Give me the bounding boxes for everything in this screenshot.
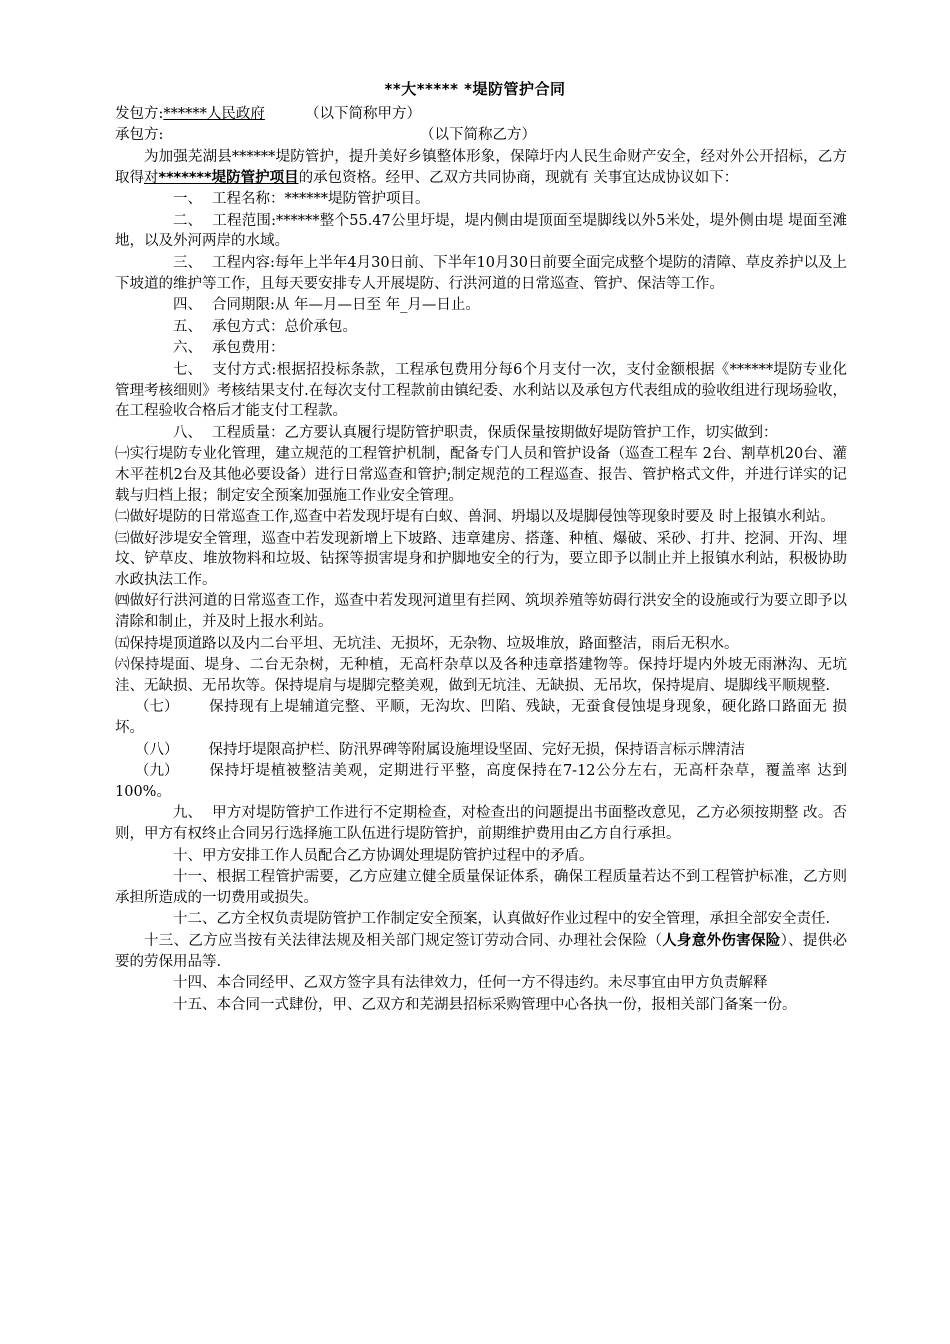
contract-body: [115, 147, 847, 1016]
contractor-line: [115, 125, 536, 145]
clause-b-number: 十二、: [173, 911, 217, 928]
employer-note: （以下简称甲方）: [305, 106, 421, 122]
clause-b-1: [115, 846, 847, 867]
quality-item-2: ㈢做好涉堤安全管理，巡查中若发现新增上下坡路、违章建房、搭蓬、种植、爆破、采砂、打井、挖洞、开沟、埋坟、铲草皮、堆放物料和垃圾、钻探等损害堤身和护脚地安全的行为，要立即予以制止并上报镇水利站，积极协助水政执法工作。: [115, 530, 847, 588]
clause-3: [115, 295, 847, 316]
insurance-bold: 人身意外伤害保险: [662, 932, 781, 949]
clause-text: 合同期限:从 年—月—日至 年_月—日止。: [212, 297, 480, 314]
quality-item-b-text: 保持圩堤限高护栏、防汛界碑等附属设施埋设坚固、完好无损，保持语言标示牌清洁: [208, 741, 745, 758]
clause-7: [115, 423, 847, 444]
clause-text: 承包费用：: [212, 340, 285, 357]
quality-item-b-text: 保持现有上堤辅道完整、平顺，无沟坎、凹陷、残缺，无蚕食侵蚀堤身现象，硬化路口路面无 损坏。: [115, 699, 847, 737]
employer-name: ******人民政府: [163, 106, 265, 122]
contractor-label: 承包方:: [115, 127, 164, 143]
clause-c-number: 十四、: [173, 975, 217, 992]
clause-c-0: [115, 973, 847, 994]
clause-c-text: 本合同经甲、乙双方签字具有法律效力，任何一方不得违约。未尽事宜由甲方负责解释: [216, 975, 768, 992]
clause-list: [115, 189, 847, 443]
clause-b-2: [115, 867, 847, 908]
clause-5: [115, 338, 847, 359]
quality-item-1: ㈡做好堤防的日常巡查工作,巡查中若发现圩堤有白蚁、兽洞、坍塌以及堤脚侵蚀等现象时要及 时上报镇水利站。: [115, 509, 835, 526]
clause-2: [115, 253, 847, 294]
employer-line: [115, 104, 421, 124]
quality-item-b-number: （八）: [135, 741, 179, 758]
contract-title: **大***** *堤防管护合同: [384, 80, 566, 98]
project-name-link: 对*******堤防管护项目: [144, 169, 299, 186]
clause-number: 六、: [173, 340, 202, 357]
clause-b-0: [115, 803, 847, 844]
clause-number: 三、: [173, 254, 202, 271]
intro-paragraph: 为加强芜湖县******堤防管护，提升美好乡镇整体形象，保障圩内人民生命财产安全，经对外公开招标，乙方取得对*******堤防管护项目的承包资格。经甲、乙双方共同协商，现就有 关事宜达成协议如下：: [115, 149, 847, 186]
clause-b-text: 甲方安排工作人员配合乙方协调处理堤防管护过程中的矛盾。: [202, 847, 594, 864]
clause-number: 八、: [173, 424, 202, 441]
contractor-note: （以下简称乙方）: [420, 127, 536, 143]
clause-text: 工程范围:******整个55.47公里圩堤，堤内侧由堤顶面至堤脚线以外5米处，堤外侧由堤 堤面至滩地，以及外河两岸的水域。: [115, 212, 847, 250]
clause-4: [115, 317, 847, 338]
quality-item-b-number: （七）: [135, 699, 179, 716]
clause-list-3: [115, 973, 847, 1015]
quality-item-b-1: [115, 740, 847, 761]
quality-item-b-text: 保持圩堤植被整洁美观，定期进行平整，高度保持在7-12公分左右，无高杆杂草，覆盖率 达到100%。: [115, 763, 847, 800]
quality-list: [115, 444, 847, 696]
clause-b-number: 十一、: [173, 869, 217, 886]
clause-number: 四、: [173, 297, 202, 314]
clause-b-text: 乙方全权负责堤防管护工作制定安全预案，认真做好作业过程中的安全管理，承担全部安全责任.: [216, 911, 831, 928]
quality-item-b-2: [115, 761, 847, 802]
clause-1: [115, 211, 847, 252]
clause-text: 支付方式:根据招投标条款，工程承包费用分每6个月支付一次，支付金额根据《******堤防专业化管理考核细则》考核结果支付.在每次支付工程款前由镇纪委、水利站以及承包方代表组成的验收组进行现场验收，在工程验收合格后才能支付工程款。: [115, 361, 847, 420]
clause-c-number: 十五、: [173, 996, 217, 1013]
clause-b-text: 甲方对堤防管护工作进行不定期检查，对检查出的问题提出书面整改意见，乙方必须按期整 改。否则，甲方有权终止合同另行选择施工队伍进行堤防管护，前期维护费用由乙方自行承担。: [115, 805, 847, 842]
clause-0: [115, 189, 847, 210]
clause-number: 七、: [173, 361, 202, 378]
clause-text: 工程名称：******堤防管护项目。: [212, 191, 430, 208]
clause-c-text: 本合同一式肆份，甲、乙双方和芜湖县招标采购管理中心各执一份，报相关部门备案一份。: [216, 996, 797, 1013]
quality-item-b-number: （九）: [135, 763, 179, 780]
clause-6: [115, 360, 847, 422]
quality-item-5: ㈥保持堤面、堤身、二台无杂树，无种植，无高杆杂草以及各种违章搭建物等。保持圩堤内外坡无雨淋沟、无坑洼、无缺损、无吊坎等。保持堤肩与堤脚完整美观，做到无坑洼、无缺损、无吊坎，保持堤肩、堤脚线平顺规整.: [115, 657, 847, 694]
clause-13: 十三、乙方应当按有关法律法规及相关部门规定签订劳动合同、办理社会保险（人身意外伤害保险）、提供必要的劳保用品等.: [115, 932, 848, 970]
clause-c-1: [115, 995, 847, 1016]
quality-item-0: ㈠实行堤防专业化管理，建立规范的工程管护机制，配备专门人员和管护设备（巡查工程车 2台、割草机20台、灌木平茬机2台及其他必要设备）进行日常巡查和管护;制定规范的工程巡查、报告、管护格式文件，并进行详实的记载与归档上报；制定安全预案加强施工作业安全管理。: [115, 446, 847, 504]
clause-number: 二、: [173, 212, 202, 229]
clause-text: 工程内容:每年上半年4月30日前、下半年10月30日前要全面完成整个堤防的清障、草皮养护以及上下坡道的维护等工作，且每天要安排专人开展堤防、行洪河道的日常巡查、管护、保洁等工作。: [115, 254, 847, 292]
clause-b-3: [115, 909, 847, 930]
quality-item-4: ㈤保持堤顶道路以及内二台平坦、无坑洼、无损坏，无杂物、垃圾堆放，路面整洁，雨后无积水。: [115, 635, 739, 652]
clause-b-text: 根据工程管护需要，乙方应建立健全质量保证体系，确保工程质量若达不到工程管护标准，乙方则承担所造成的一切费用或损失。: [115, 869, 847, 906]
clause-text: 承包方式：总价承包。: [212, 318, 357, 335]
quality-list-2: [115, 697, 847, 802]
quality-item-b-0: [115, 697, 847, 738]
clause-list-2: [115, 803, 847, 930]
employer-label: 发包方:: [115, 106, 164, 122]
clause-b-number: 十、: [173, 847, 202, 864]
quality-item-3: ㈣做好行洪河道的日常巡查工作，巡查中若发现河道里有拦网、筑坝养殖等妨碍行洪安全的设施或行为要立即予以清除和制止，并及时上报水利站。: [115, 593, 847, 631]
clause-b-number: 九、: [173, 805, 202, 822]
clause-text: 工程质量：乙方要认真履行堤防管护职责，保质保量按期做好堤防管护工作，切实做到：: [212, 424, 778, 441]
clause-number: 五、: [173, 318, 202, 335]
clause-number: 一、: [173, 191, 202, 208]
